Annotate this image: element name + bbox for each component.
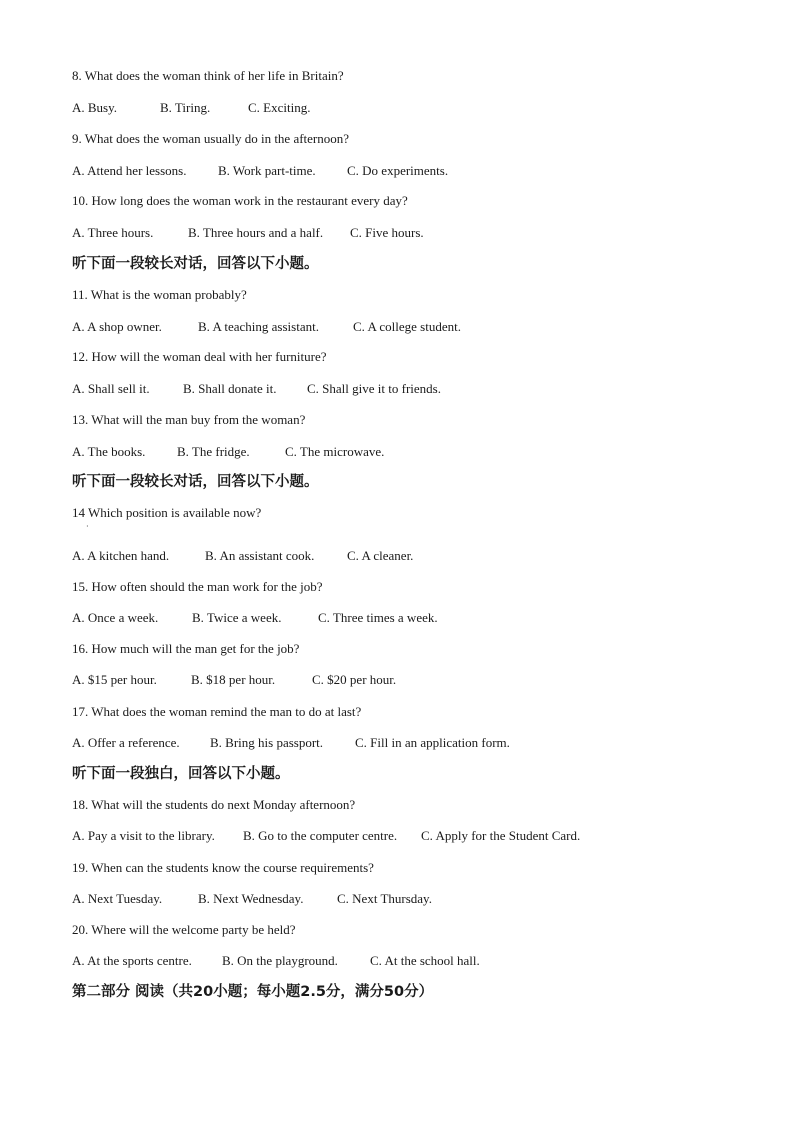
option-20-a: A. At the sports centre. [72,953,192,968]
question-19: 19. When can the students know the course requirements? [72,860,374,875]
question-8: 8. What does the woman think of her life in Britain? [72,68,344,83]
question-9: 9. What does the woman usually do in the afternoon? [72,131,350,146]
option-10-a: A. Three hours. [72,225,154,240]
question-18: 18. What will the students do next Monday afternoon? [72,797,356,812]
option-17-c: C. Fill in an application form. [355,735,510,750]
question-14: 14 Which position is available now? [72,505,262,520]
section-heading-2: 听下面一段较长对话，回答以下小题。 [72,474,319,490]
section-heading-1: 听下面一段较长对话，回答以下小题。 [72,256,319,272]
option-8-c: C. Exciting. [248,100,311,115]
option-8-b: B. Tiring. [160,100,211,115]
option-10-c: C. Five hours. [350,225,424,240]
question-10: 10. How long does the woman work in the restaurant every day? [72,193,408,208]
part-two-heading: 第二部分 阅读（共20小题；每小题2.5分，满分50分） [72,984,434,1000]
option-15-c: C. Three times a week. [318,610,438,625]
option-19-c: C. Next Thursday. [337,891,432,906]
question-12: 12. How will the woman deal with her furniture? [72,349,327,364]
question-16: 16. How much will the man get for the job? [72,641,300,656]
option-13-c: C. The microwave. [285,444,385,459]
option-15-b: B. Twice a week. [192,610,282,625]
option-16-a: A. $15 per hour. [72,672,157,687]
question-17: 17. What does the woman remind the man to do at last? [72,704,362,719]
option-19-a: A. Next Tuesday. [72,891,163,906]
option-20-b: B. On the playground. [222,953,338,968]
option-12-b: B. Shall donate it. [183,381,277,396]
stray-dot: · [86,522,89,531]
question-20: 20. Where will the welcome party be held? [72,922,296,937]
option-14-b: B. An assistant cook. [205,548,315,563]
option-13-a: A. The books. [72,444,146,459]
option-13-b: B. The fridge. [177,444,250,459]
option-18-c: C. Apply for the Student Card. [421,828,581,843]
option-17-b: B. Bring his passport. [210,735,324,750]
option-8-a: A. Busy. [72,100,118,115]
option-14-c: C. A cleaner. [347,548,414,563]
option-12-a: A. Shall sell it. [72,381,150,396]
option-19-b: B. Next Wednesday. [198,891,304,906]
option-12-c: C. Shall give it to friends. [307,381,441,396]
option-16-b: B. $18 per hour. [191,672,276,687]
option-18-b: B. Go to the computer centre. [243,828,398,843]
question-15: 15. How often should the man work for the job? [72,579,323,594]
question-11: 11. What is the woman probably? [72,287,247,302]
option-11-a: A. A shop owner. [72,319,162,334]
option-9-b: B. Work part-time. [218,163,316,178]
option-18-a: A. Pay a visit to the library. [72,828,215,843]
option-11-c: C. A college student. [353,319,461,334]
question-13: 13. What will the man buy from the woman? [72,412,306,427]
option-20-c: C. At the school hall. [370,953,480,968]
option-17-a: A. Offer a reference. [72,735,180,750]
option-14-a: A. A kitchen hand. [72,548,170,563]
option-10-b: B. Three hours and a half. [188,225,324,240]
section-heading-3: 听下面一段独白，回答以下小题。 [72,766,290,782]
option-15-a: A. Once a week. [72,610,159,625]
option-11-b: B. A teaching assistant. [198,319,319,334]
option-9-a: A. Attend her lessons. [72,163,187,178]
option-16-c: C. $20 per hour. [312,672,397,687]
option-9-c: C. Do experiments. [347,163,449,178]
